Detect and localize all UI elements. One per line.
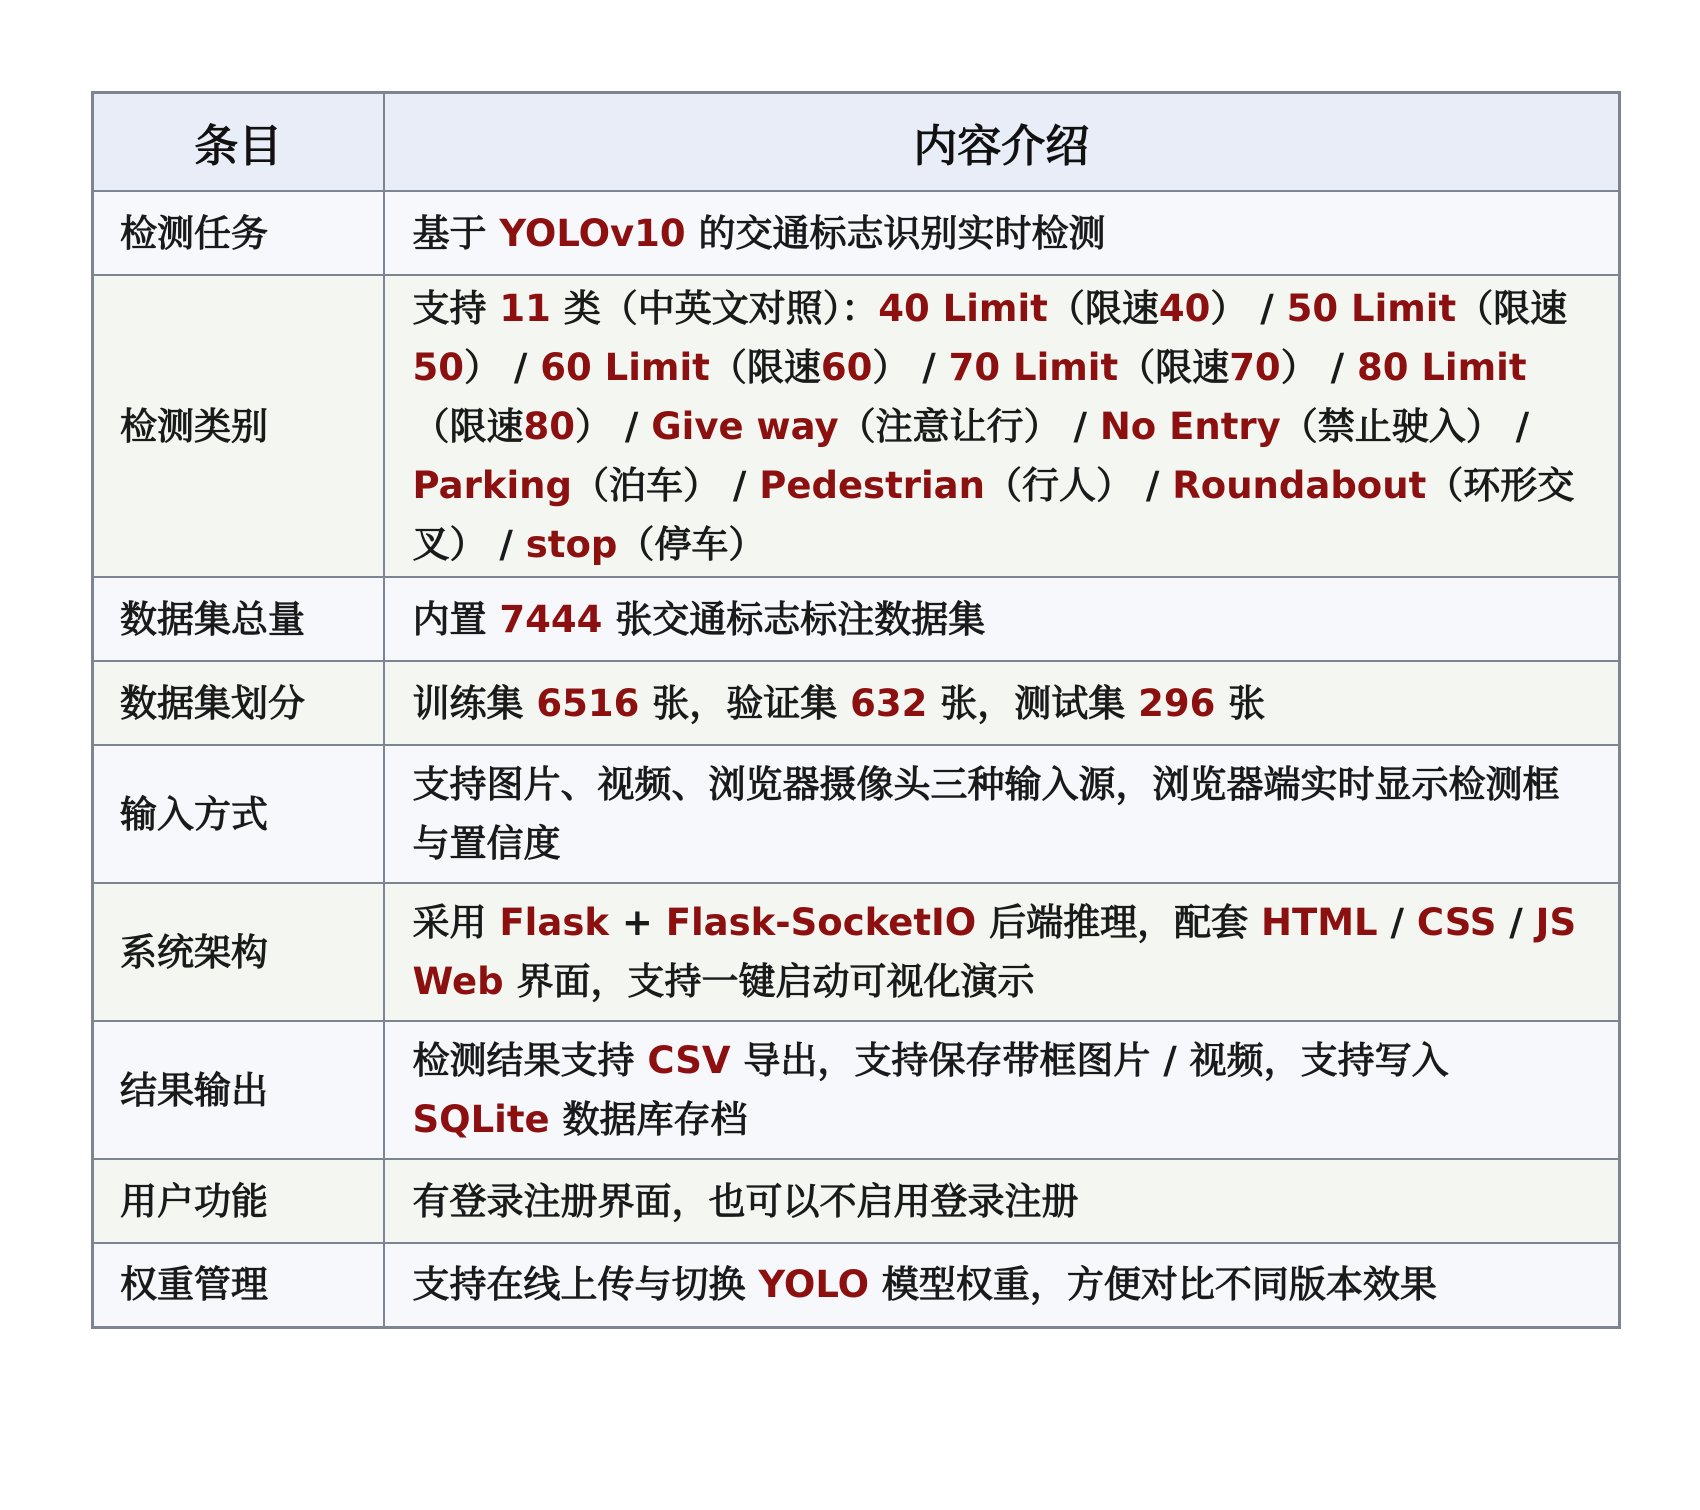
description-text: （行人） /: [985, 463, 1173, 507]
description-text: 支持: [412, 286, 500, 330]
description-text: 张，测试集: [927, 681, 1139, 725]
highlighted-term: Flask-SocketIO: [665, 901, 977, 944]
description-text: 张，验证集: [639, 681, 851, 725]
highlighted-term: 80: [523, 404, 575, 448]
table-row: [93, 191, 1620, 275]
row-description: [384, 883, 1620, 1021]
description-text: /: [1377, 901, 1417, 944]
description-text: （环形交叉） /: [412, 463, 1575, 566]
table-row: [93, 1021, 1620, 1159]
highlighted-term: 70: [1229, 345, 1281, 389]
row-description: [384, 745, 1620, 883]
header-content: 内容介绍: [384, 93, 1620, 192]
row-item-label: 结果输出: [93, 1021, 384, 1159]
highlighted-term: 296: [1138, 681, 1216, 725]
description-text: ） /: [464, 345, 541, 389]
highlighted-term: 70 Limit: [948, 345, 1119, 389]
description-text: （注意让行） /: [838, 404, 1100, 448]
highlighted-term: CSV: [647, 1039, 731, 1082]
highlighted-term: 632: [850, 681, 928, 725]
description-text: 检测结果支持: [412, 1039, 648, 1082]
row-description: [384, 1159, 1620, 1243]
highlighted-term: HTML: [1261, 901, 1378, 944]
description-text: 数据库存档: [549, 1098, 748, 1141]
description-text: 界面，支持一键启动可视化演示: [503, 960, 1035, 1003]
table-row: [93, 275, 1620, 577]
row-item-label: 系统架构: [93, 883, 384, 1021]
table-row: [93, 1159, 1620, 1243]
highlighted-term: 40: [1158, 286, 1211, 330]
description-text: （限速: [1118, 345, 1230, 389]
description-text: 内置: [412, 597, 500, 641]
description-text: 基于: [412, 211, 500, 255]
highlighted-term: 50 Limit: [1286, 286, 1457, 330]
description-text: 有登录注册界面，也可以不启用登录注册: [412, 1179, 1079, 1223]
table-row: [93, 745, 1620, 883]
description-text: （限速: [1456, 286, 1568, 330]
header-item: 条目: [93, 93, 384, 192]
description-text: /: [1496, 901, 1536, 944]
description-text: ） /: [872, 345, 949, 389]
highlighted-term: JS Web: [412, 901, 1577, 1003]
highlighted-term: Flask: [499, 901, 609, 944]
highlighted-term: Roundabout: [1172, 463, 1427, 507]
row-description: [384, 661, 1620, 745]
table-body: [93, 191, 1620, 1327]
description-text: 张: [1215, 681, 1266, 725]
description-text: 采用: [412, 901, 500, 944]
table-row: [93, 1243, 1620, 1327]
description-text: （停车）: [617, 522, 766, 566]
row-item-label: 用户功能: [93, 1159, 384, 1243]
description-text: 支持图片、视频、浏览器摄像头三种输入源，浏览器端实时显示检测框与置信度: [412, 763, 1560, 865]
description-text: 模型权重，方便对比不同版本效果: [869, 1263, 1437, 1307]
description-text: （限速: [1047, 286, 1159, 330]
row-item-label: 数据集划分: [93, 661, 384, 745]
highlighted-term: Parking: [412, 463, 572, 507]
row-description: [384, 275, 1620, 577]
highlighted-term: No Entry: [1099, 404, 1281, 448]
row-item-label: 权重管理: [93, 1243, 384, 1327]
description-text: 的交通标志识别实时检测: [685, 211, 1106, 255]
highlighted-term: 60: [820, 345, 873, 389]
description-text: （泊车） /: [571, 463, 760, 507]
highlighted-term: 7444: [499, 597, 603, 641]
highlighted-term: SQLite: [412, 1098, 550, 1141]
description-text: ） /: [1210, 286, 1287, 330]
row-item-label: 输入方式: [93, 745, 384, 883]
highlighted-term: YOLOv10: [499, 211, 686, 255]
highlighted-term: 50: [412, 345, 464, 389]
highlighted-term: Pedestrian: [759, 463, 985, 507]
row-description: [384, 577, 1620, 661]
description-text: 后端推理，配套: [976, 901, 1262, 944]
highlighted-term: 60 Limit: [540, 345, 710, 389]
table-row: [93, 883, 1620, 1021]
table-row: [93, 577, 1620, 661]
highlighted-term: YOLO: [758, 1263, 870, 1307]
description-text: （限速: [709, 345, 821, 389]
row-item-label: 数据集总量: [93, 577, 384, 661]
row-description: [384, 1243, 1620, 1327]
row-item-label: 检测任务: [93, 191, 384, 275]
highlighted-term: 6516: [536, 681, 640, 725]
table-row: [93, 661, 1620, 745]
highlighted-term: 40 Limit: [878, 286, 1048, 330]
highlighted-term: stop: [525, 522, 618, 566]
description-text: （限速: [412, 404, 524, 448]
description-text: 导出，支持保存带框图片 / 视频，支持写入: [730, 1039, 1449, 1082]
description-text: （禁止驶入） /: [1280, 404, 1530, 448]
description-text: 张交通标志标注数据集: [602, 597, 986, 641]
row-item-label: 检测类别: [93, 275, 384, 577]
row-description: [384, 1021, 1620, 1159]
description-text: ） /: [1280, 345, 1357, 389]
description-text: 类（中英文对照）：: [550, 286, 879, 330]
description-text: +: [608, 901, 666, 944]
highlighted-term: 80 Limit: [1356, 345, 1527, 389]
row-description: [384, 191, 1620, 275]
description-text: ） /: [575, 404, 652, 448]
feature-table: [91, 91, 1621, 1329]
table-header-row: [93, 93, 1620, 192]
description-text: 训练集: [412, 681, 537, 725]
highlighted-term: Give way: [651, 404, 839, 448]
highlighted-term: CSS: [1416, 901, 1497, 944]
description-text: 支持在线上传与切换: [412, 1263, 759, 1307]
highlighted-term: 11: [499, 286, 551, 330]
